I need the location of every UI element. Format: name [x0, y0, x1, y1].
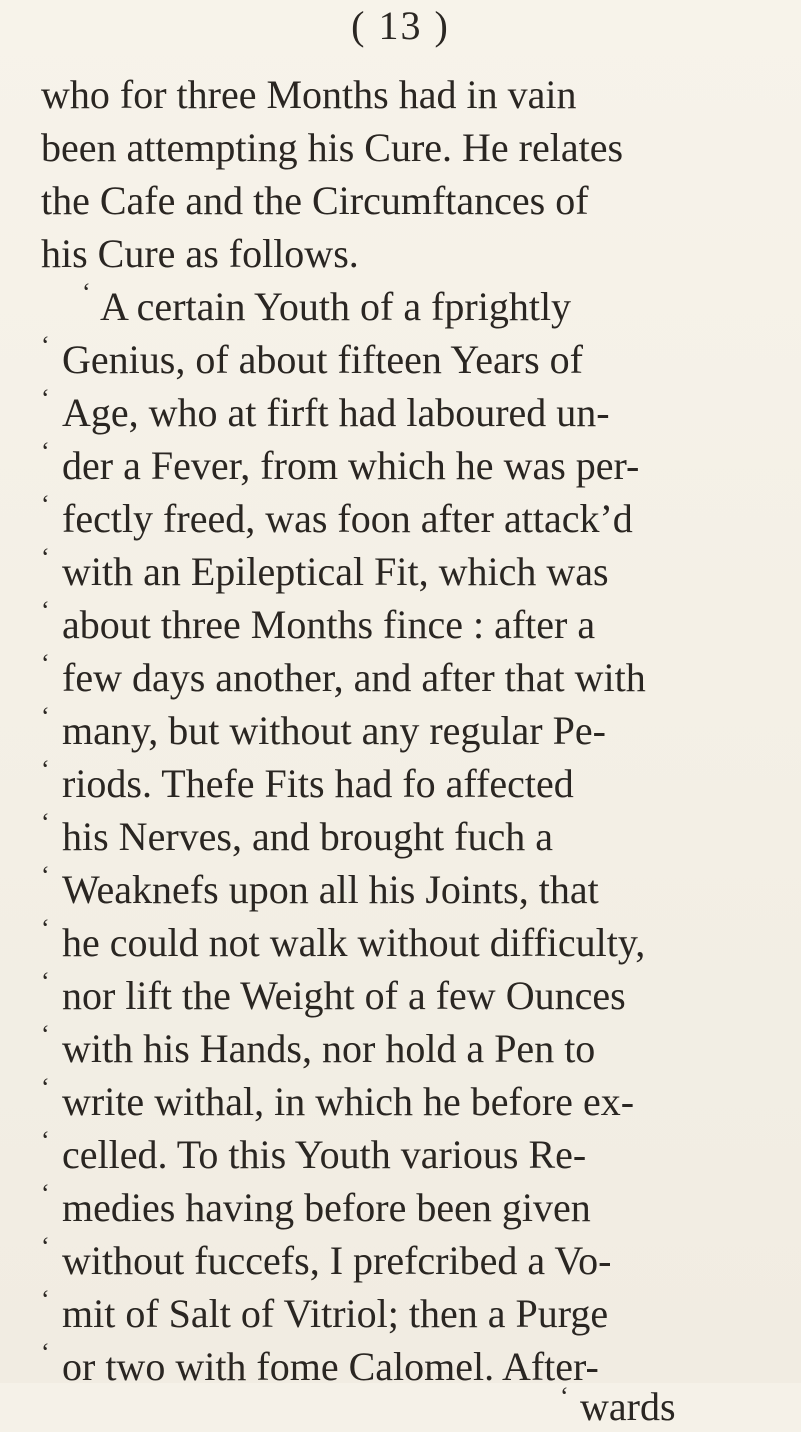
quote-mark: ‘: [41, 649, 50, 678]
quote-mark: ‘: [41, 1179, 50, 1208]
text-line: celled. To this Youth various Re-: [62, 1132, 587, 1177]
quote-mark: ‘: [41, 1285, 50, 1314]
quote-mark: ‘: [41, 543, 50, 572]
quote-mark: ‘: [41, 914, 50, 943]
text-line: many, but without any regular Pe-: [62, 708, 606, 753]
quote-mark: ‘: [41, 384, 50, 413]
text-line: or two with fome Calomel. After-: [62, 1344, 599, 1389]
text-line: about three Months fince : after a: [62, 602, 596, 647]
text-line: the Cafe and the Circumftances of: [41, 178, 589, 223]
quote-mark: ‘: [41, 1073, 50, 1102]
text-line: der a Fever, from which he was per-: [62, 443, 640, 488]
quote-mark: ‘: [41, 437, 50, 466]
quote-mark: ‘: [41, 755, 50, 784]
quote-mark: ‘: [41, 1338, 50, 1367]
quote-mark: ‘: [41, 1126, 50, 1155]
text-line: Weaknefs upon all his Joints, that: [62, 867, 599, 912]
page-number: ( 13 ): [351, 3, 450, 48]
text-line: who for three Months had in vain: [41, 72, 577, 117]
text-line: A certain Youth of a fprightly: [100, 284, 572, 329]
text-line: riods. Thefe Fits had fo affected: [62, 761, 574, 806]
text-line: Genius, of about fifteen Years of: [62, 337, 583, 382]
quote-mark: ‘: [41, 967, 50, 996]
text-line: medies having before been given: [62, 1185, 591, 1230]
quote-mark: ‘: [41, 1232, 50, 1261]
text-line: write withal, in which he before ex-: [62, 1079, 635, 1124]
text-line: nor lift the Weight of a few Ounces: [62, 973, 626, 1018]
quote-mark: ‘: [41, 1020, 50, 1049]
text-line: with an Epileptical Fit, which was: [62, 549, 609, 594]
catchword: wards: [580, 1384, 676, 1429]
quote-mark: ‘: [41, 490, 50, 519]
catchword-quote-mark: ‘: [560, 1382, 569, 1411]
quote-mark: ‘: [41, 596, 50, 625]
text-line: he could not walk without difficulty,: [62, 920, 646, 965]
text-line: been attempting his Cure. He relates: [41, 125, 624, 170]
text-line: without fuccefs, I prefcribed a Vo-: [62, 1238, 612, 1283]
text-line: few days another, and after that with: [62, 655, 646, 700]
quote-mark: ‘: [41, 702, 50, 731]
text-line: Age, who at firft had laboured un-: [62, 390, 610, 435]
text-line: his Nerves, and brought fuch a: [62, 814, 553, 859]
quote-mark: ‘: [41, 331, 50, 360]
text-line: fectly freed, was foon after attack’d: [62, 496, 633, 541]
text-line: with his Hands, nor hold a Pen to: [62, 1026, 596, 1071]
quote-mark: ‘: [82, 278, 91, 307]
quote-mark: ‘: [41, 861, 50, 890]
text-line: mit of Salt of Vitriol; then a Purge: [62, 1291, 609, 1336]
quote-mark: ‘: [41, 808, 50, 837]
text-line: his Cure as follows.: [41, 231, 359, 276]
